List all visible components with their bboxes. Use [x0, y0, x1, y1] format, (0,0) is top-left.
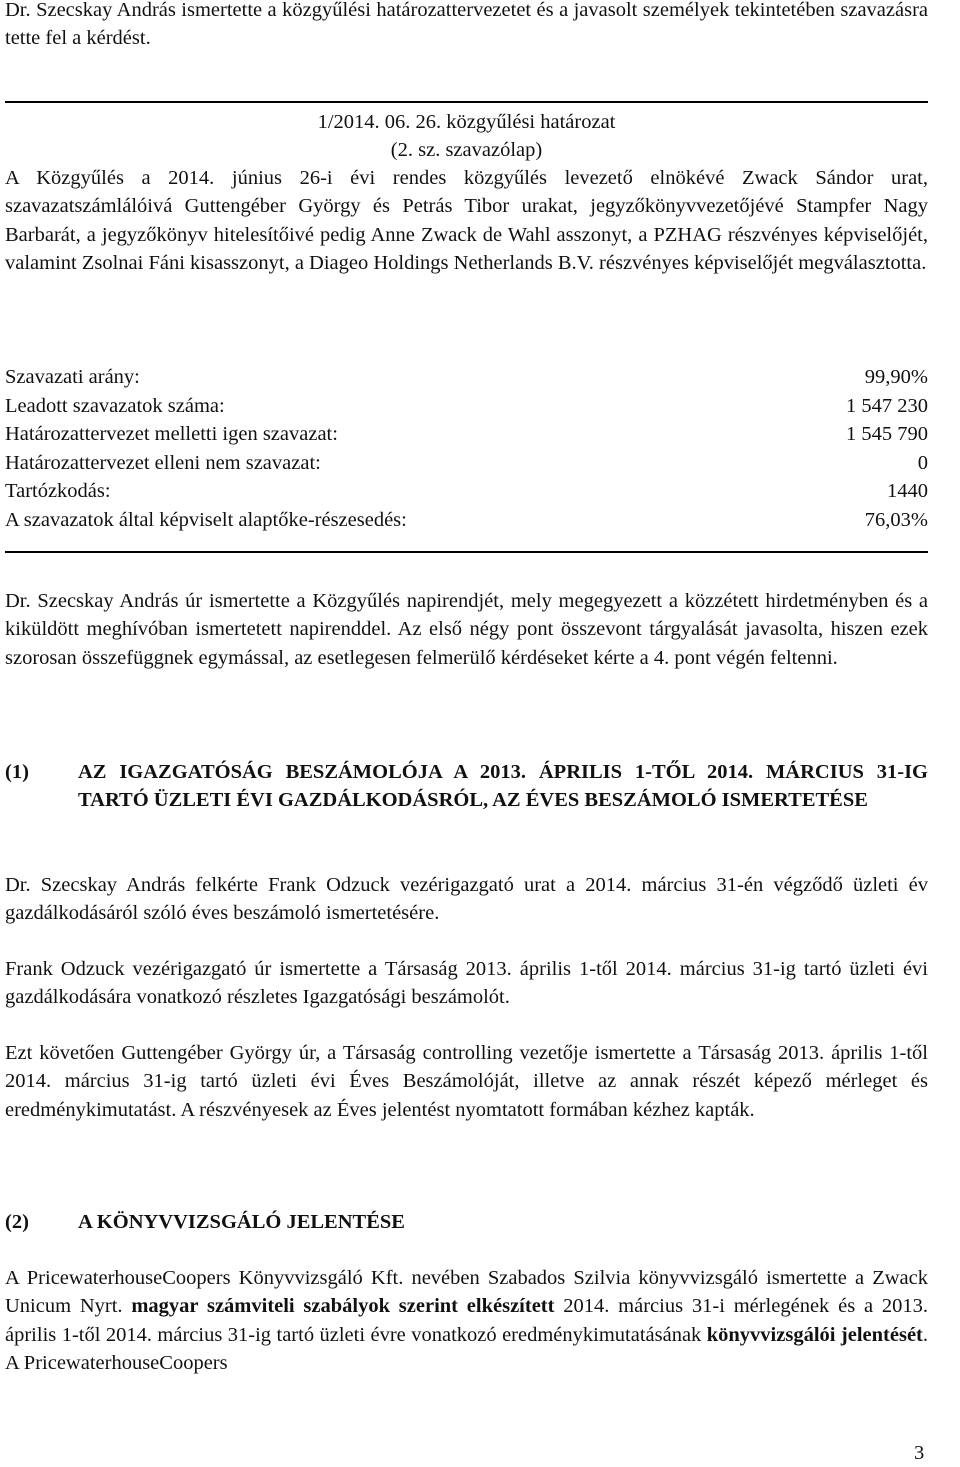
vote-row — [5, 477, 928, 506]
vote-value: 0 — [917, 451, 928, 474]
emphasis-text: magyar számviteli szabályok szerint elkészített — [131, 1295, 555, 1318]
text-segment: A PricewaterhouseCoopers Könyvvizsgáló Kft. nevében Szabados Szilvia könyvvizsgáló ismertette a Zwack Unicum Nyrt. — [5, 1267, 928, 1318]
vote-label: Határozattervezet elleni nem szavazat: — [5, 451, 321, 474]
text-segment: 2014. március 31-i mérlegének és a 2013. április 1-től 2014. március 31-ig tartó üzleti évre vonatkozó eredménykimutatásának — [5, 1295, 929, 1346]
vote-row — [5, 392, 928, 421]
page-number: 3 — [914, 1442, 925, 1464]
vote-value: 1 545 790 — [846, 423, 928, 446]
top-divider — [5, 101, 928, 103]
ballot-number: (2. sz. szavazólap) — [390, 139, 543, 162]
section-2-number: (2) — [5, 1211, 29, 1233]
bottom-divider — [5, 551, 928, 553]
agenda-paragraph: Dr. Szecskay András úr ismertette a Közgyűlés napirendjét, mely megegyezett a közzétett hirdetményben és a kiküldött meghívóban ismertetett napirenddel. Az első négy pont összevont tárgyalását javasolta, hiszen ezek szorosan összefüggnek egymással, az esetlegesen felmerülő kérdéseket kérte a 4. pont végén feltenni. — [5, 590, 928, 669]
vote-row — [5, 449, 928, 478]
vote-value: 1 547 230 — [846, 394, 928, 417]
vote-results — [5, 363, 928, 535]
section-1-number: (1) — [5, 761, 29, 783]
resolution-text: A Közgyűlés a 2014. június 26-i évi rendes közgyűlés levezető elnökévé Zwack Sándor urat, szavazatszámlálóivá Guttengéber György és Petrás Tibor urakat, jegyzőkönyvvezetőjévé Stampfer Nagy Barbarát, a jegyzőkönyv hitelesítőivé pedig Anne Zwack de Wahl asszonyt, a PZHAG részvényes képviselőjét, valamint Zsolnai Fáni kisasszonyt, a Diageo Holdings Netherlands B.V. részvényes képviselőjét megválasztotta. — [5, 167, 928, 275]
intro-paragraph: Dr. Szecskay András ismertette a közgyűlési határozattervezetet és a javasolt személyek tekintetében szavazásra tette fel a kérdést. — [5, 0, 928, 50]
vote-value: 1440 — [887, 480, 928, 503]
section-2-heading — [5, 1208, 928, 1236]
section-1-heading — [5, 758, 928, 815]
vote-label: A szavazatok által képviselt alaptőke-részesedés: — [5, 508, 407, 531]
vote-label: Tartózkodás: — [5, 480, 111, 503]
section-1-paragraph-2: Frank Odzuck vezérigazgató úr ismertette a Társaság 2013. április 1-től 2014. március 31-ig tartó üzleti évi gazdálkodására vonatkozó részletes Igazgatósági beszámolót. — [5, 958, 928, 1009]
section-1-title: AZ IGAZGATÓSÁG BESZÁMOLÓJA A 2013. ÁPRILIS 1-TŐL 2014. MÁRCIUS 31-IG TARTÓ ÜZLETI ÉVI GAZDÁLKODÁSRÓL, AZ ÉVES BESZÁMOLÓ ISMERTETÉSE — [78, 761, 928, 812]
resolution-number: 1/2014. 06. 26. közgyűlési határozat — [317, 111, 616, 133]
vote-label: Szavazati arány: — [5, 366, 140, 388]
vote-label: Leadott szavazatok száma: — [5, 394, 225, 417]
section-2-paragraph — [5, 1264, 928, 1378]
vote-value: 76,03% — [864, 508, 928, 531]
vote-row — [5, 506, 928, 535]
section-2-title: A KÖNYVVIZSGÁLÓ JELENTÉSE — [78, 1211, 405, 1233]
emphasis-text: könyvvizsgálói jelentését — [706, 1323, 923, 1346]
section-1-paragraph-3: Ezt követően Guttengéber György úr, a Társaság controlling vezetője ismertette a Társaság 2013. április 1-től 2014. március 31-ig tartó üzleti évi Éves Beszámolóját, illetve az annak részét képező mérleget és eredménykimutatást. A részvényesek az Éves jelentést nyomtatott formában kézhez kapták. — [5, 1042, 928, 1121]
vote-value: 99,90% — [864, 366, 928, 388]
section-1-paragraph-1: Dr. Szecskay András felkérte Frank Odzuck vezérigazgató urat a 2014. március 31-én végződő üzleti év gazdálkodásáról szóló éves beszámoló ismertetésére. — [5, 874, 928, 925]
vote-row — [5, 420, 928, 449]
vote-row — [5, 363, 928, 392]
text-segment: . A PricewaterhouseCoopers — [5, 1323, 928, 1375]
vote-label: Határozattervezet melletti igen szavazat: — [5, 423, 338, 446]
resolution-heading — [5, 108, 928, 165]
